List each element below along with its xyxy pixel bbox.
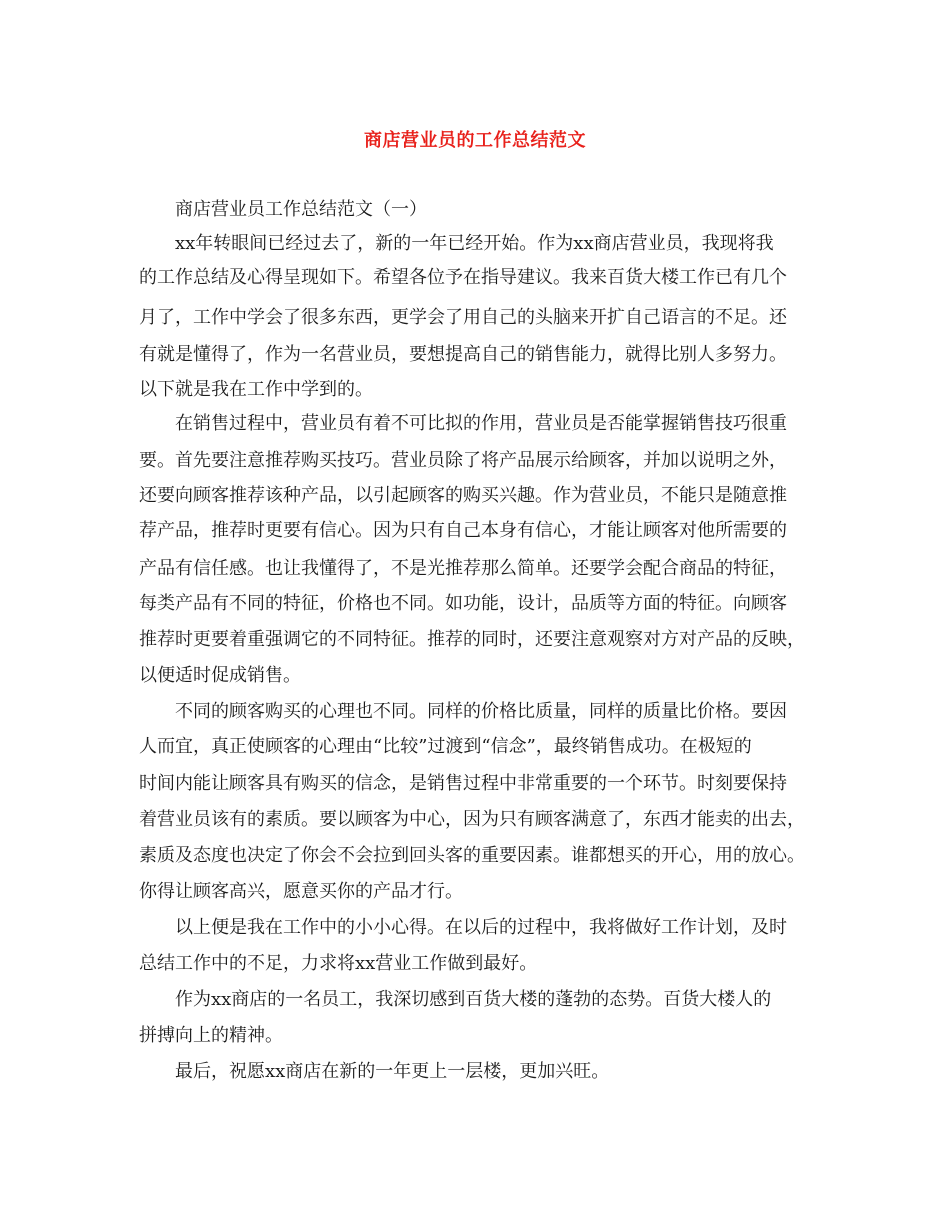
text-line: 时间内能让顾客具有购买的信念，是销售过程中非常重要的一个环节。时刻要保持 — [139, 773, 787, 794]
text-line: 月了，工作中学会了很多东西，更学会了用自己的头脑来开扩自己语言的不足。还 — [139, 307, 787, 328]
text-line: 你得让顾客高兴，愿意买你的产品才行。 — [139, 881, 463, 902]
text-line: 以下就是我在工作中学到的。 — [139, 379, 373, 400]
text-line: 着营业员该有的素质。要以顾客为中心，因为只有顾客满意了，东西才能卖的出去， — [139, 809, 805, 830]
text-line: 还要向顾客推荐该种产品，以引起顾客的购买兴趣。作为营业员，不能只是随意推 — [139, 485, 787, 506]
text-line: 产品有信任感。也让我懂得了，不是光推荐那么简单。还要学会配合商品的特征， — [139, 558, 787, 579]
text-line: 推荐时更要着重强调它的不同特征。推荐的同时，还要注意观察对方对产品的反映， — [139, 629, 805, 650]
text-line: 荐产品，推荐时更要有信心。因为只有自己本身有信心，才能让顾客对他所需要的 — [139, 520, 787, 541]
text-line: 人而宜，真正使顾客的心理由“比较”过渡到“信念”，最终销售成功。在极短的 — [139, 736, 752, 757]
text-line: 有就是懂得了，作为一名营业员，要想提高自己的销售能力，就得比别人多努力。 — [139, 344, 787, 365]
text-line: 以上便是我在工作中的小小心得。在以后的过程中，我将做好工作计划，及时 — [175, 917, 787, 938]
text-line: 作为xx商店的一名员工，我深切感到百货大楼的蓬勃的态势。百货大楼人的 — [175, 989, 772, 1010]
text-line: 的工作总结及心得呈现如下。希望各位予在指导建议。我来百货大楼工作已有几个 — [139, 267, 787, 288]
text-line: 要。首先要注意推荐购买技巧。营业员除了将产品展示给顾客，并加以说明之外， — [139, 450, 787, 471]
text-line: 不同的顾客购买的心理也不同。同样的价格比质量，同样的质量比价格。要因 — [175, 701, 787, 722]
text-line: 以便适时促成销售。 — [139, 665, 301, 686]
text-line: 每类产品有不同的特征，价格也不同。如功能，设计，品质等方面的特征。向顾客 — [139, 593, 787, 614]
text-line: 总结工作中的不足，力求将xx营业工作做到最好。 — [139, 953, 538, 974]
text-line: 素质及态度也决定了你会不会拉到回头客的重要因素。谁都想买的开心，用的放心。 — [139, 845, 805, 866]
text-line: 最后，祝愿xx商店在新的一年更上一层楼，更加兴旺。 — [175, 1061, 610, 1082]
document-title: 商店营业员的工作总结范文 — [364, 130, 586, 151]
section-heading: 商店营业员工作总结范文（一） — [175, 199, 427, 220]
text-line: xx年转眼间已经过去了，新的一年已经开始。作为xx商店营业员，我现将我 — [175, 233, 774, 254]
text-line: 在销售过程中，营业员有着不可比拟的作用，营业员是否能掌握销售技巧很重 — [175, 413, 787, 434]
text-line: 拼搏向上的精神。 — [139, 1025, 283, 1046]
